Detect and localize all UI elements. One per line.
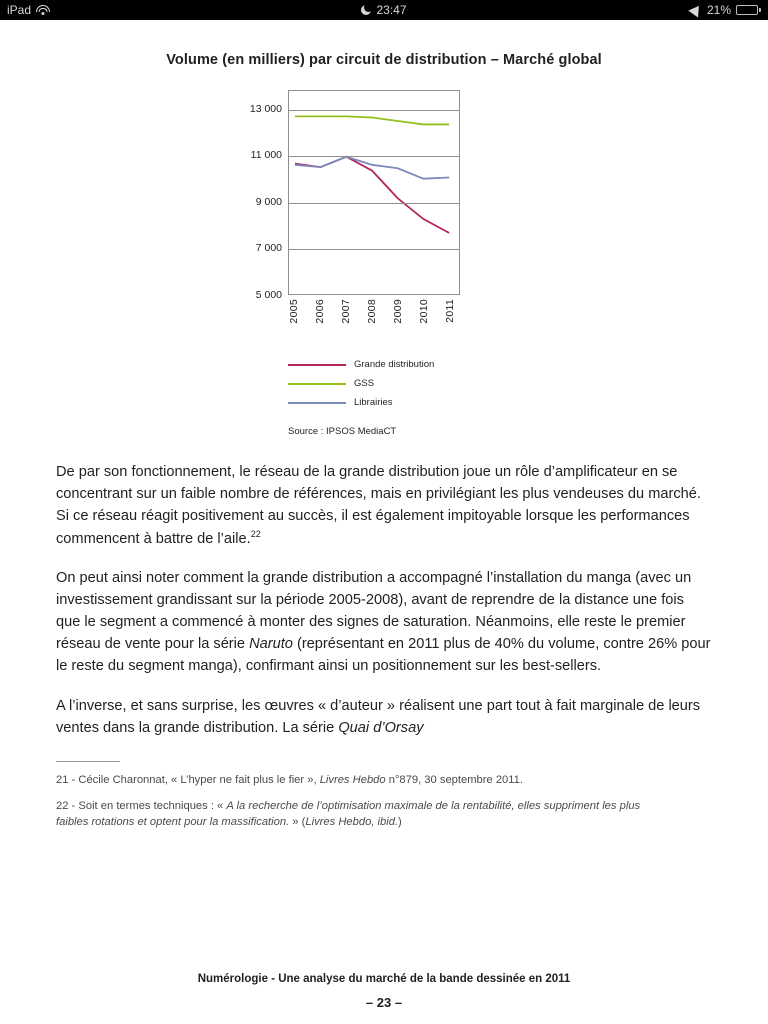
footer-title: Numérologie - Une analyse du marché de la bande dessinée en 2011	[197, 973, 571, 985]
legend-item	[288, 397, 534, 408]
chart-container	[56, 90, 712, 437]
x-tick-label: 2010	[418, 299, 430, 324]
legend-item	[288, 378, 534, 389]
paragraph-2: On peut ainsi noter comment la grande distribution a accompagné l’installation du manga (avec un investissement grandissant sur la période 2005-2008), avant de reprendre de la distance une fois que le segment a commencé à monter des signes de saturation. Néanmoins, elle reste le premier réseau de vente pour la série Naruto (représentant en 2011 plus de 40% du volume, contre 26% pour le reste du segment manga), confirmant ainsi un positionnement sur les best-sellers.	[56, 569, 711, 675]
chart-plot-area	[288, 90, 460, 295]
italic-title: Quai d’Orsay	[338, 719, 424, 736]
line-chart	[234, 90, 534, 437]
footer-page-number: – 23 –	[365, 995, 403, 1010]
chart-legend	[288, 359, 534, 408]
chart-gridline	[289, 203, 459, 204]
italic-source: Livres Hebdo	[319, 773, 386, 786]
battery-percent-label: 21%	[706, 3, 731, 17]
location-arrow-icon	[688, 2, 704, 17]
paragraph-3: A l’inverse, et sans surprise, les œuvres « d’auteur » réalisent une part tout à fait marginale de leurs ventes dans la grande distribution. La série Quai d’Orsay	[56, 697, 701, 736]
x-axis-tick-labels	[288, 295, 460, 343]
y-axis-tick-labels	[234, 90, 288, 301]
chart-series-svg	[289, 91, 459, 294]
y-tick-label: 13 000	[249, 102, 282, 115]
legend-label: Librairies	[354, 397, 393, 408]
legend-swatch	[288, 364, 346, 366]
footnote-22: 22 - Soit en termes techniques : « A la recherche de l’optimisation maximale de la rentabilité, elles suppriment les plus faibles rotations et optent pour la massification. » (Livres Hebdo, ibid.)	[56, 800, 641, 829]
article-body	[56, 461, 712, 739]
x-tick-label: 2007	[340, 299, 352, 324]
footnote-ref-22: 22	[250, 528, 261, 539]
italic-source: Livres Hebdo, ibid.	[305, 816, 399, 829]
y-tick-label: 5 000	[255, 289, 282, 301]
x-tick-label: 2006	[314, 299, 326, 324]
chart-gridline	[289, 110, 459, 111]
x-tick-label: 2011	[444, 299, 456, 323]
legend-label: GSS	[354, 378, 375, 389]
document-page	[0, 20, 768, 1024]
italic-title: Naruto	[249, 636, 293, 653]
legend-swatch	[288, 402, 346, 404]
status-bar-center	[0, 3, 768, 17]
y-tick-label: 7 000	[255, 242, 282, 255]
chart-gridline	[289, 156, 459, 157]
legend-item	[288, 359, 534, 370]
chart-series-line	[295, 157, 449, 233]
do-not-disturb-moon-icon	[361, 5, 372, 16]
chart-gridline	[289, 249, 459, 250]
y-tick-label: 11 000	[250, 149, 282, 162]
x-tick-label: 2008	[366, 299, 378, 324]
status-bar-right	[690, 3, 768, 17]
figure-title: Volume (en milliers) par circuit de distribution – Marché global	[166, 52, 602, 68]
italic-quote: A la recherche de l’optimisation maximale de la rentabilité, elles suppriment les plus faibles rotations et optent pour la massification.	[56, 800, 641, 829]
paragraph-1: De par son fonctionnement, le réseau de la grande distribution joue un rôle d’amplificateur en se concentrant sur un faible nombre de références, mais en privilégiant les plus vendeuses du marché. Si ce réseau réagit positivement au succès, il est également impitoyable lorsque les performances commencent à battre de l’aile.$^{22}$	[56, 464, 701, 547]
x-tick-label: 2005	[288, 299, 300, 324]
chart-source-note: Source : IPSOS MediaCT	[288, 426, 397, 437]
ios-status-bar	[0, 0, 768, 20]
footnotes-section	[56, 761, 641, 831]
clock-label: 23:47	[376, 3, 407, 17]
chart-series-line	[295, 157, 449, 179]
footnote-21: 21 - Cécile Charonnat, « L’hyper ne fait plus le fier », Livres Hebdo n°879, 30 septembre 2011.	[56, 773, 523, 786]
chart-series-line	[295, 116, 449, 124]
legend-swatch	[288, 383, 346, 385]
page-footer	[0, 973, 768, 1010]
y-tick-label: 9 000	[255, 195, 282, 208]
legend-label: Grande distribution	[354, 359, 435, 370]
x-tick-label: 2009	[392, 299, 404, 324]
battery-icon	[736, 5, 761, 15]
device-label: iPad	[7, 3, 32, 17]
